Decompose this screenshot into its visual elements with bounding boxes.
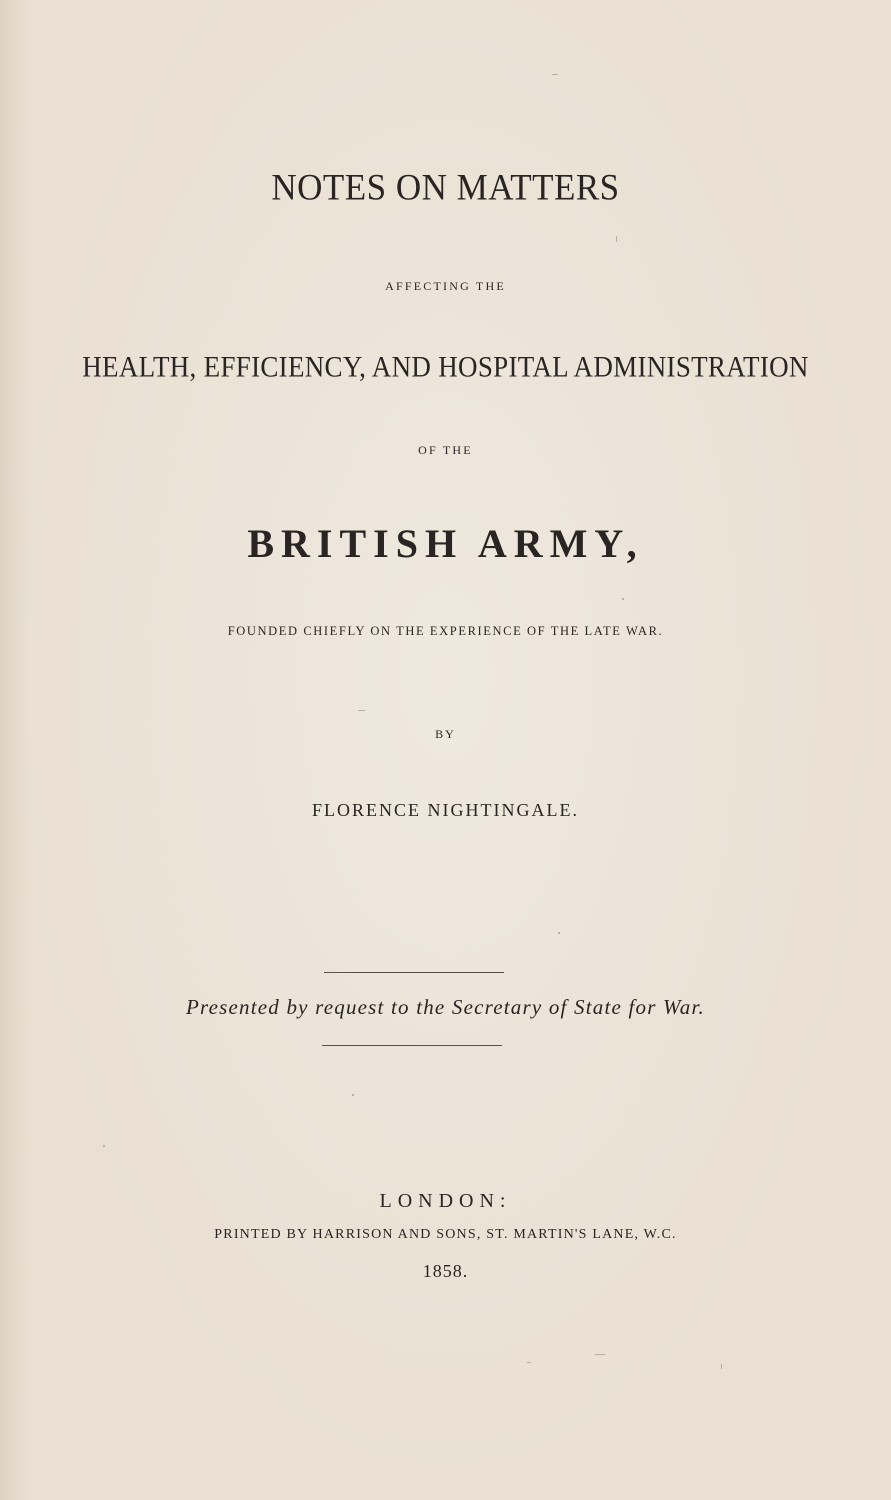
of-the-line: OF THE [418,443,473,457]
author-name: FLORENCE NIGHTINGALE. [312,800,579,820]
paper-speck [622,598,624,600]
paper-speck [558,932,560,934]
paper-speck [352,1094,354,1096]
paper-speck [595,1354,605,1355]
paper-speck [103,1145,105,1147]
top-rule-divider [324,972,504,973]
by-line: BY [435,727,456,741]
paper-speck [527,1362,531,1363]
printer-line: PRINTED BY HARRISON AND SONS, ST. MARTIN'S LANE, W.C. [214,1227,677,1242]
publication-year: 1858. [422,1261,469,1281]
place-of-publication: LONDON: [379,1190,512,1212]
paper-speck [721,1364,722,1369]
founded-line: FOUNDED CHIEFLY ON THE EXPERIENCE OF THE LATE WAR. [227,624,664,638]
paper-speck [358,710,365,711]
subtitle: HEALTH, EFFICIENCY, AND HOSPITAL ADMINISTRATION [82,350,809,384]
army-heading: BRITISH ARMY, [247,521,644,566]
bottom-rule-divider [322,1045,502,1046]
presented-line: Presented by request to the Secretary of State for War. [186,995,705,1019]
paper-speck [616,236,617,242]
main-title: NOTES ON MATTERS [271,166,620,209]
affecting-line: AFFECTING THE [385,279,506,293]
paper-speck [552,74,558,75]
